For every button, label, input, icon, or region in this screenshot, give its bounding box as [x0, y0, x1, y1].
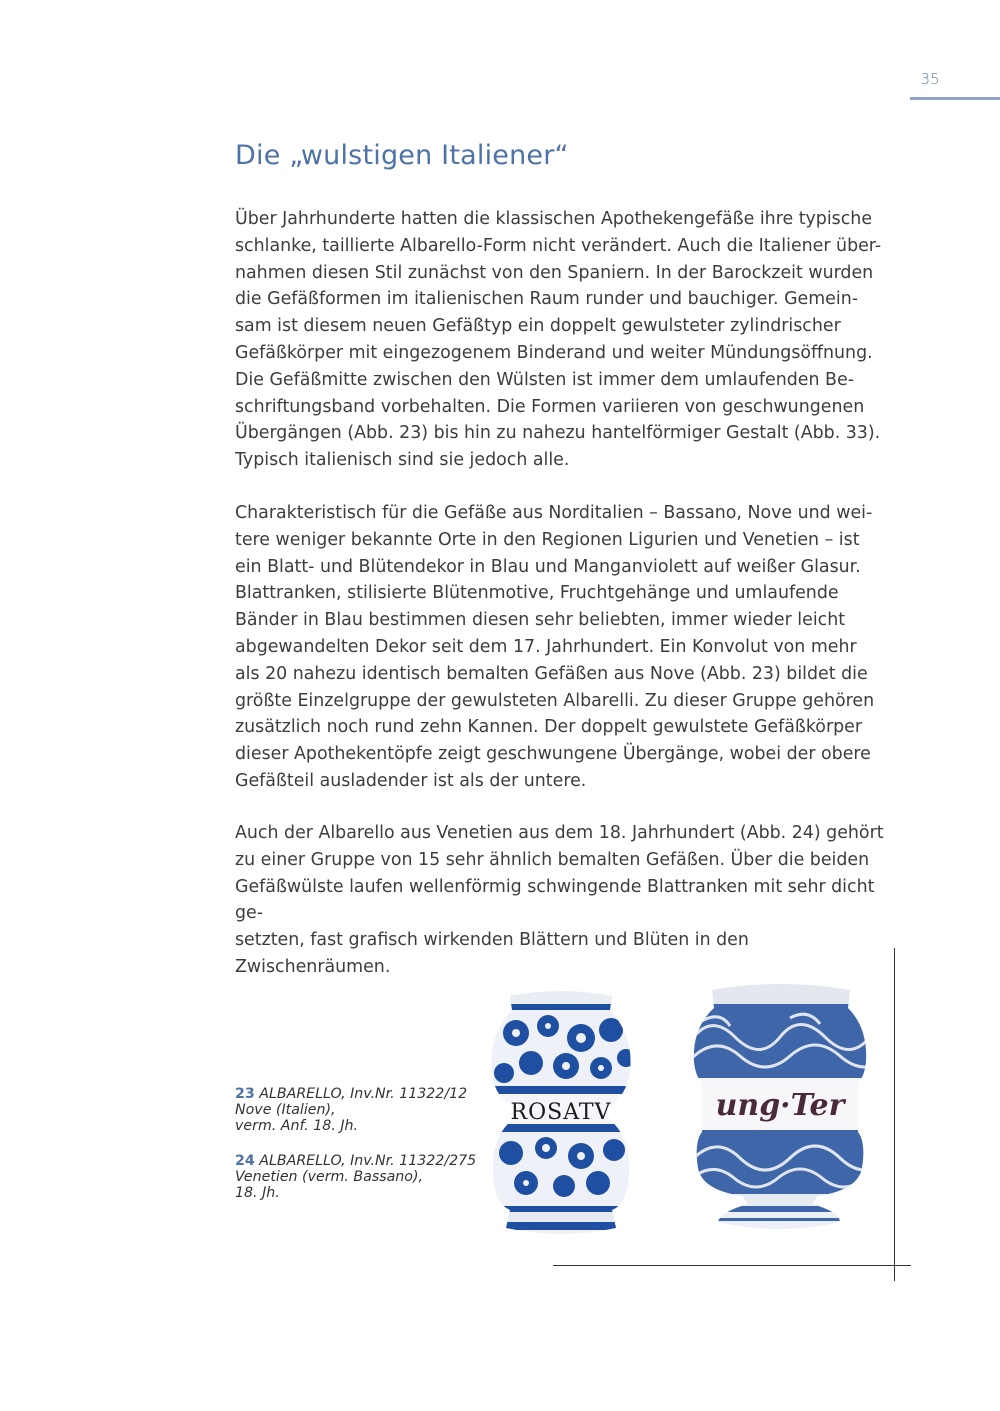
caption-number: 24 [235, 1153, 255, 1169]
page-number-rule [910, 97, 1000, 100]
caption-line: verm. Anf. 18. Jh. [235, 1118, 359, 1134]
caption-number: 23 [235, 1086, 255, 1102]
vertical-rule [894, 948, 895, 1281]
caption-line: ALBARELLO, Inv.Nr. 11322/275 [259, 1153, 477, 1169]
paragraph-1: Über Jahrhunderte hatten die klassischen Apothekengefäße ihre typische schlanke, taillierte Albarello-Form nicht verändert. Auch die Italiener über- nahmen diesen Stil zunächst von den Spaniern. In der Barockzeit wurden die Gefäßformen im italienischen Raum runder und bauchiger. Gemein- sam ist diesem neuen Gefäßtyp ein doppelt gewulsteter zylindrischer Gefäßkörper mit eingezogenem Binderand und weiter Mündungsöffnung. Die Gefäßmitte zwischen den Wülsten ist immer dem umlaufenden Be- schriftungsband vorbehalten. Die Formen variieren von geschwungenen Übergängen (Abb. 23) bis hin zu nahezu hantelförmiger Gestalt (Abb. 33). Typisch italienisch sind sie jedoch alle. [235, 209, 882, 471]
horizontal-rule [553, 1265, 911, 1266]
paragraph-2: Charakteristisch für die Gefäße aus Norditalien – Bassano, Nove und wei- tere weniger bekannte Orte in den Regionen Ligurien und Venetien – ist ein Blatt- und Blütendekor in Blau und Manganviolett auf weißer Glasur. Blattranken, stilisierte Blütenmotive, Fruchtgehänge und umlaufende Bänder in Blau bestimmen diesen sehr beliebten, immer wieder leicht abgewandelten Dekor seit dem 17. Jahrhundert. Ein Konvolut von mehr als 20 nahezu identisch bemalten Gefäßen aus Nove (Abb. 23) bildet die größte Einzelgruppe der gewulsteten Albarelli. Zu dieser Gruppe gehören zusätzlich noch rund zehn Kannen. Der doppelt gewulstete Gefäßkörper dieser Apothekentöpfe zeigt geschwungene Übergänge, wobei der obere Gefäßteil ausladender ist als der untere. [235, 503, 875, 791]
page-number: 35 [920, 70, 940, 88]
albarello-23-image [486, 988, 636, 1236]
caption-line: Nove (Italien), [235, 1102, 336, 1118]
albarello-24-image [690, 982, 870, 1232]
jar-label-text: ung·Ter [715, 1088, 845, 1123]
caption-line: Venetien (verm. Bassano), [235, 1169, 424, 1185]
caption-line: 18. Jh. [235, 1185, 280, 1201]
paragraph-3: Auch der Albarello aus Venetien aus dem 18. Jahrhundert (Abb. 24) gehört zu einer Gruppe von 15 sehr ähnlich bemalten Gefäßen. Über die beiden Gefäßwülste laufen wellenförmig schwingende Blattranken mit sehr dicht ge- setzten, fast grafisch wirkenden Blättern und Blüten in den Zwischenräumen. [235, 823, 884, 977]
jar-label-text: ROSATV [510, 1100, 612, 1125]
caption-line: ALBARELLO, Inv.Nr. 11322/12 [259, 1086, 468, 1102]
caption-23 [235, 1086, 467, 1134]
section-title: Die „wulstigen Italiener“ [235, 140, 569, 171]
caption-24 [235, 1153, 476, 1201]
